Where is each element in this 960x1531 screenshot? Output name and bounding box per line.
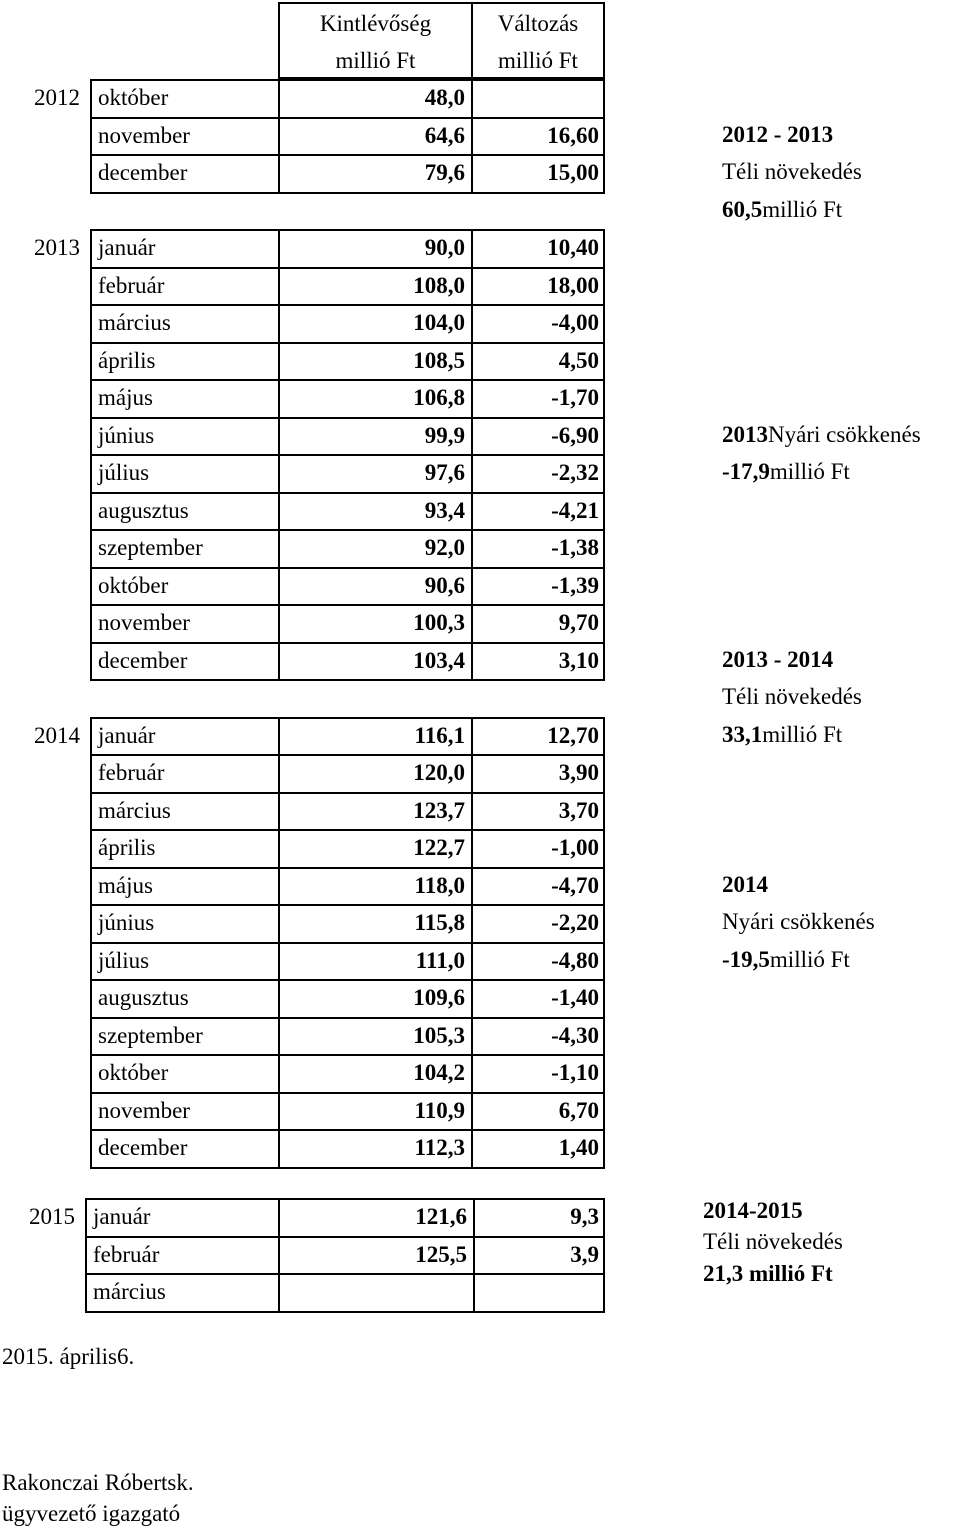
kintlevoseg-cell: 123,7 xyxy=(413,797,465,823)
valtozas-cell: -1,00 xyxy=(551,835,599,860)
year-label xyxy=(0,342,80,380)
note-summer-2013-title: 2013Nyári csökkenés xyxy=(722,422,921,447)
year-label xyxy=(0,529,80,567)
kintlevoseg-cell: 115,8 xyxy=(414,910,465,935)
month-cell: április xyxy=(98,347,156,373)
month-cell: szeptember xyxy=(98,535,203,560)
year-label xyxy=(0,1054,80,1092)
kintlevoseg-cell: 64,6 xyxy=(424,122,465,148)
kintlevoseg-cell: 120,0 xyxy=(413,760,465,785)
kintlevoseg-cell: 125,5 xyxy=(415,1241,467,1267)
month-cell: június xyxy=(98,422,155,448)
month-cell: december xyxy=(98,1135,188,1160)
note-summer-2014-value: -19,5millió Ft xyxy=(722,947,850,972)
valtozas-cell xyxy=(471,79,605,117)
note-winter-2013-2014-label: Téli növekedés xyxy=(722,684,862,709)
kintlevoseg-cell: 108,5 xyxy=(413,347,465,373)
header-valt-line2: millió Ft xyxy=(498,48,578,73)
kintlevoseg-cell: 122,7 xyxy=(413,835,465,860)
month-cell: május xyxy=(98,385,153,410)
kintlevoseg-cell: 97,6 xyxy=(424,460,465,485)
kintlevoseg-cell: 109,6 xyxy=(413,985,465,1010)
kintlevoseg-cell: 93,4 xyxy=(424,497,465,523)
valtozas-cell: 16,60 xyxy=(547,122,599,148)
valtozas-cell: 9,3 xyxy=(570,1204,599,1229)
valtozas-cell: 4,50 xyxy=(558,347,599,373)
note-winter-2012-2013-title: 2012 - 2013 xyxy=(722,122,834,147)
valtozas-cell: -2,32 xyxy=(551,460,599,485)
kintlevoseg-cell: 103,4 xyxy=(413,647,465,673)
valtozas-cell: 12,70 xyxy=(547,722,599,748)
year-label xyxy=(0,117,80,155)
kintlevoseg-cell: 104,2 xyxy=(413,1060,465,1085)
year-label: 2014 xyxy=(34,722,80,748)
year-label xyxy=(0,379,80,417)
month-cell: június xyxy=(98,910,155,935)
year-label xyxy=(0,304,80,342)
kintlevoseg-cell: 106,8 xyxy=(413,385,465,410)
year-label xyxy=(0,492,80,530)
valtozas-cell: 1,40 xyxy=(558,1135,599,1160)
year-label xyxy=(0,454,80,492)
valtozas-cell: -1,10 xyxy=(551,1060,599,1085)
header-kint-line1: Kintlévőség xyxy=(319,11,432,36)
year-label: 2013 xyxy=(34,235,80,260)
month-cell: október xyxy=(98,572,169,598)
year-label xyxy=(0,1092,80,1130)
kintlevoseg-cell: 79,6 xyxy=(424,160,465,185)
year-label: 2015 xyxy=(29,1204,75,1229)
valtozas-cell: -6,90 xyxy=(551,422,599,448)
header-valt-line1: Változás xyxy=(497,11,579,36)
valtozas-cell: 3,90 xyxy=(558,760,599,785)
valtozas-cell xyxy=(473,1273,605,1311)
header-kint-line2: millió Ft xyxy=(335,48,416,73)
valtozas-cell: 10,40 xyxy=(547,235,599,260)
valtozas-cell: -4,80 xyxy=(551,947,599,973)
note-winter-2012-2013-label: Téli növekedés xyxy=(722,159,862,184)
month-cell: augusztus xyxy=(98,497,189,523)
valtozas-cell: 18,00 xyxy=(547,272,599,298)
note-summer-2014-label: Nyári csökkenés xyxy=(722,909,875,934)
year-label xyxy=(0,417,80,455)
note-winter-2014-2015-value: 21,3 millió Ft xyxy=(703,1261,833,1286)
note-winter-2014-2015-title: 2014-2015 xyxy=(703,1198,803,1223)
month-cell: október xyxy=(98,1060,169,1085)
month-cell: április xyxy=(98,835,156,860)
valtozas-cell: -1,70 xyxy=(551,385,599,410)
year-label: 2012 xyxy=(34,85,80,110)
kintlevoseg-cell: 112,3 xyxy=(414,1135,465,1160)
kintlevoseg-cell: 104,0 xyxy=(413,310,465,335)
signer-name: Rakonczai Róbertsk. xyxy=(2,1470,194,1495)
note-summer-2014-title: 2014 xyxy=(722,872,768,897)
valtozas-cell: -4,70 xyxy=(551,872,599,898)
month-cell: szeptember xyxy=(98,1022,203,1048)
month-cell: július xyxy=(98,460,150,485)
month-cell: március xyxy=(98,310,171,335)
month-cell: március xyxy=(98,797,171,823)
year-label xyxy=(0,1273,75,1311)
kintlevoseg-cell: 111,0 xyxy=(415,947,465,973)
note-winter-2013-2014-value: 33,1millió Ft xyxy=(722,722,843,747)
year-label xyxy=(0,604,80,642)
year-label xyxy=(0,1017,80,1055)
month-cell: február xyxy=(93,1241,160,1267)
kintlevoseg-cell xyxy=(278,1273,473,1311)
month-cell: november xyxy=(98,610,190,635)
month-cell: november xyxy=(98,1097,190,1123)
valtozas-cell: -1,39 xyxy=(551,572,599,598)
month-cell: március xyxy=(93,1279,166,1304)
signer-role: ügyvezető igazgató xyxy=(2,1501,181,1526)
year-label xyxy=(0,867,80,905)
year-label xyxy=(0,904,80,942)
note-summer-2013-value: -17,9millió Ft xyxy=(722,459,850,484)
kintlevoseg-cell: 108,0 xyxy=(413,272,465,298)
month-cell: február xyxy=(98,272,165,298)
kintlevoseg-cell: 100,3 xyxy=(413,610,465,635)
month-cell: január xyxy=(93,1204,151,1229)
valtozas-cell: -1,40 xyxy=(551,985,599,1010)
year-label xyxy=(0,754,80,792)
month-cell: május xyxy=(98,872,153,898)
month-cell: augusztus xyxy=(98,985,189,1010)
valtozas-cell: 9,70 xyxy=(558,610,599,635)
note-winter-2013-2014-title: 2013 - 2014 xyxy=(722,647,834,672)
month-cell: december xyxy=(98,160,188,185)
valtozas-cell: -2,20 xyxy=(551,910,599,935)
kintlevoseg-cell: 48,0 xyxy=(424,85,465,110)
year-label xyxy=(0,154,80,192)
year-label xyxy=(0,792,80,830)
valtozas-cell: 6,70 xyxy=(558,1097,599,1123)
month-cell: október xyxy=(98,85,169,110)
valtozas-cell: 15,00 xyxy=(547,160,599,185)
kintlevoseg-cell: 118,0 xyxy=(414,872,465,898)
kintlevoseg-cell: 116,1 xyxy=(414,722,465,748)
year-label xyxy=(0,829,80,867)
month-cell: november xyxy=(98,122,190,148)
year-label xyxy=(0,567,80,605)
kintlevoseg-cell: 121,6 xyxy=(415,1204,467,1229)
valtozas-cell: 3,10 xyxy=(558,647,599,673)
month-cell: december xyxy=(98,647,188,673)
kintlevoseg-cell: 105,3 xyxy=(413,1022,465,1048)
year-label xyxy=(0,942,80,980)
month-cell: január xyxy=(98,235,156,260)
month-cell: január xyxy=(98,722,156,748)
kintlevoseg-cell: 92,0 xyxy=(424,535,465,560)
note-winter-2012-2013-value: 60,5millió Ft xyxy=(722,197,843,222)
year-label xyxy=(0,979,80,1017)
year-label xyxy=(0,642,80,680)
valtozas-cell: 3,70 xyxy=(558,797,599,823)
valtozas-cell: -4,30 xyxy=(551,1022,599,1048)
valtozas-cell: -4,00 xyxy=(551,310,599,335)
kintlevoseg-cell: 110,9 xyxy=(414,1097,465,1123)
kintlevoseg-cell: 90,6 xyxy=(424,572,465,598)
year-label xyxy=(0,1236,75,1274)
kintlevoseg-cell: 99,9 xyxy=(424,422,465,448)
valtozas-cell: -4,21 xyxy=(551,497,599,523)
kintlevoseg-cell: 90,0 xyxy=(424,235,465,260)
month-cell: július xyxy=(98,947,150,973)
note-winter-2014-2015-label: Téli növekedés xyxy=(703,1229,843,1254)
valtozas-cell: 3,9 xyxy=(570,1241,599,1267)
year-label xyxy=(0,1129,80,1167)
valtozas-cell: -1,38 xyxy=(551,535,599,560)
month-cell: február xyxy=(98,760,165,785)
year-label xyxy=(0,267,80,305)
document-date: 2015. április6. xyxy=(2,1344,135,1369)
